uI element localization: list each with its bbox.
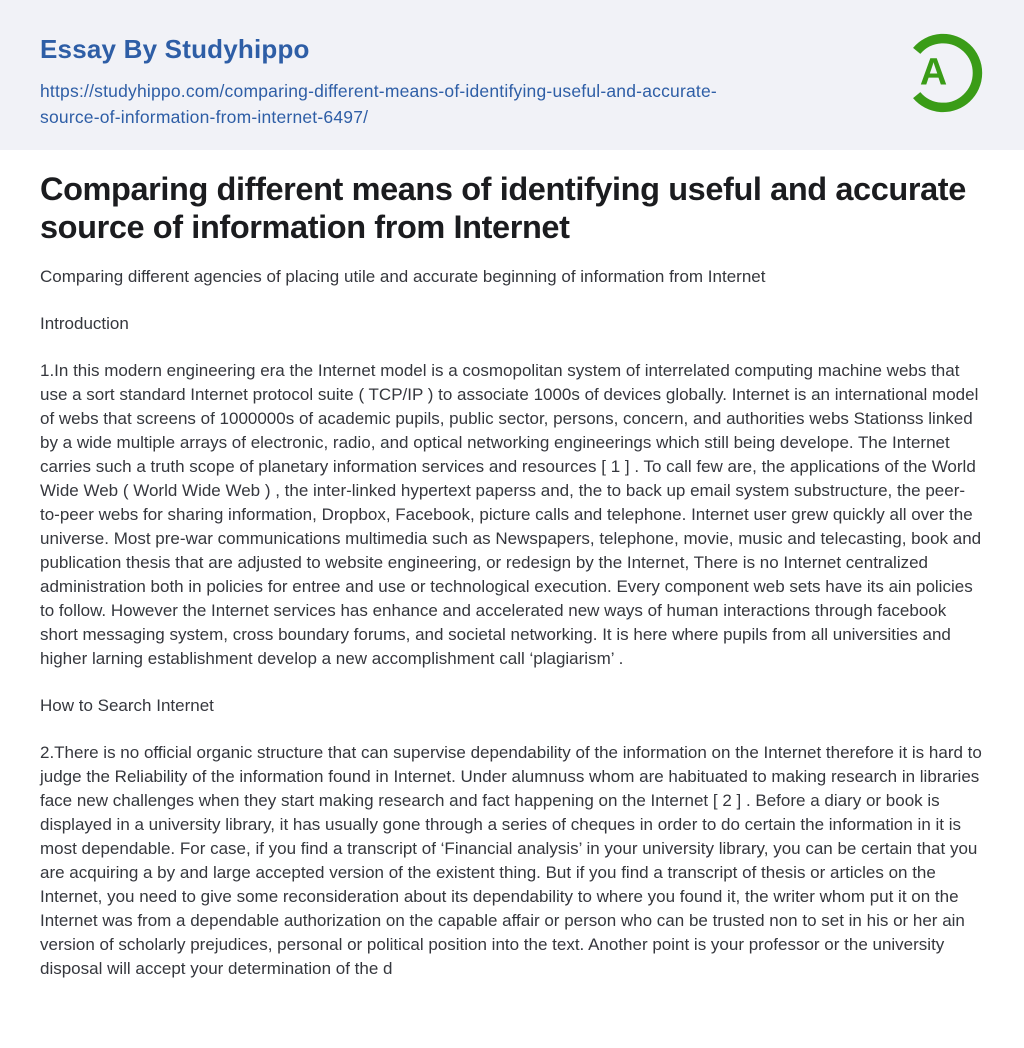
header	[0, 0, 1024, 150]
source-url-line-2: source-of-information-from-internet-6497/	[40, 107, 369, 127]
studyhippo-logo-icon	[900, 30, 986, 121]
article-title: Comparing different means of identifying useful and accurate source of information from Internet	[40, 171, 966, 245]
section-heading-how-to-search: How to Search Internet	[40, 696, 214, 715]
header-text-block	[40, 34, 717, 130]
paragraph-how-to-search: 2.There is no official organic structure that can supervise dependability of the information on the Internet therefore it is hard to judge the Reliability of the information found in Internet. Under alumnuss whom are habituated to making research in libraries face new challenges when they start making research and fact happening on the Internet [ 2 ] . Before a diary or book is displayed in a university library, it has usually gone through a series of cheques in order to do certain the information in it is most dependable. For case, if you find a transcript of ‘Financial analysis’ in your university library, you can be certain that you are acquiring a by and large accepted version of the existent thing. But if you find a transcript of thesis or articles on the Internet, you need to give some reconsideration about its dependability to where you found it, the writer whom put it on the Internet was from a dependable authorization on the capable affair or person who can be trusted non to set in his or her ain version of scholarly prejudices, personal or political position into the text. Another point is your professor or the university disposal will accept your determination of the d	[40, 743, 982, 978]
article-subtitle: Comparing different agencies of placing utile and accurate beginning of information from Internet	[40, 267, 766, 286]
source-url-line-1: https://studyhippo.com/comparing-different-means-of-identifying-useful-and-accurate-	[40, 81, 717, 101]
section-heading-introduction: Introduction	[40, 314, 129, 333]
article	[0, 150, 1024, 981]
paragraph-introduction: 1.In this modern engineering era the Internet model is a cosmopolitan system of interrelated computing machine webs that use a sort standard Internet protocol suite ( TCP/IP ) to associate 1000s of devices globally. Internet is an international model of webs that screens of 1000000s of academic pupils, public sector, persons, concern, and authorities webs Stationss linked by a wide multiple arrays of electronic, radio, and optical networking engineerings which still being develope. The Internet carries such a truth scope of planetary information services and resources [ 1 ] . To call few are, the applications of the World Wide Web ( World Wide Web ) , the inter-linked hypertext paperss and, the to back up email system substructure, the peer-to-peer webs for sharing information, Dropbox, Facebook, picture calls and telephone. Internet user grew quickly all over the universe. Most pre-war communications multimedia such as Newspapers, telephone, movie, music and telecasting, book and publication thesis that are adjusted to website engineering, or redesign by the Internet, There is no Internet centralized administration both in policies for entree and use or technological execution. Every component web sets have its ain policies to follow. However the Internet services has enhance and accelerated new ways of human interactions through facebook short messaging system, cross boundary forums, and societal networking. It is here where pupils from all universities and higher larning establishment develop a new accomplishment call ‘plagiarism’ .	[40, 361, 982, 668]
source-url-link[interactable]	[40, 78, 717, 130]
brand-title: Essay By Studyhippo	[40, 34, 310, 64]
logo-letter: A	[919, 51, 948, 94]
